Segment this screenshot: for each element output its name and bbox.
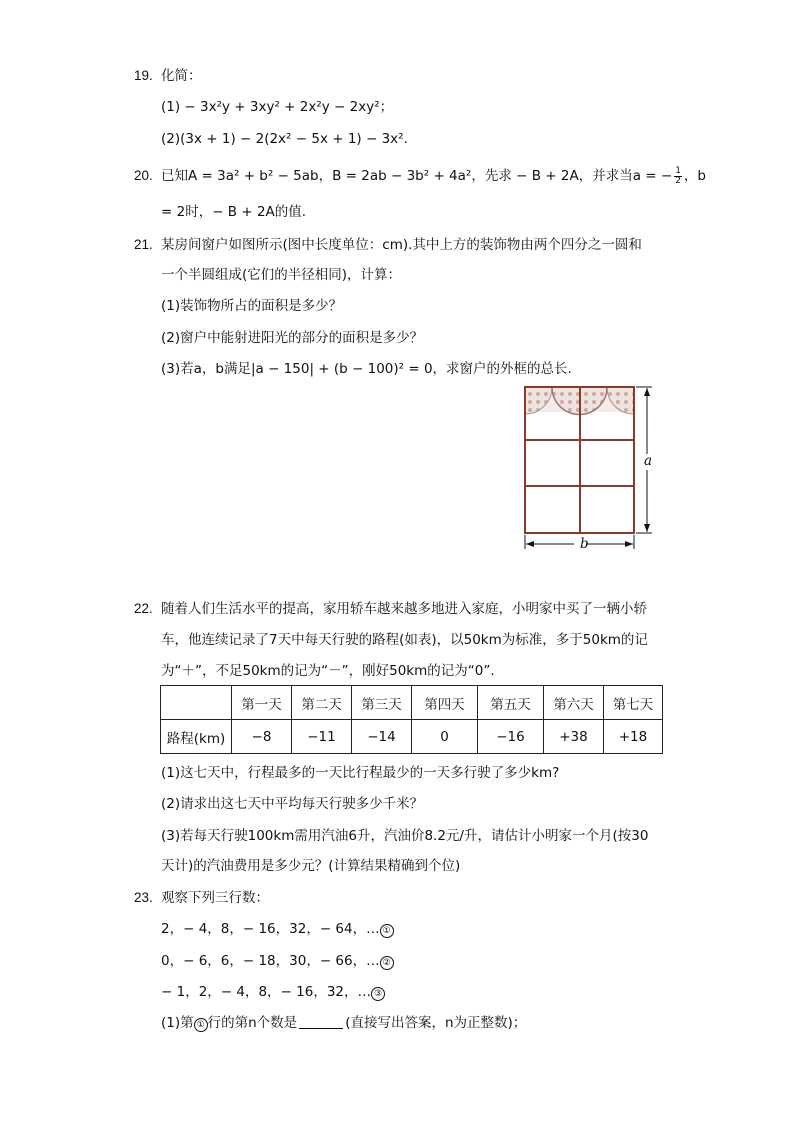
- q19-part2: (2)(3x + 1) − 2(2x² − 5x + 1) − 3x².: [161, 131, 408, 147]
- table-header-row: [161, 686, 663, 720]
- q23-row2-text: 0，− 6，6，− 18，30，− 66，…: [161, 953, 380, 969]
- q22-line2: 车，他连续记录了7天中每天行驶的路程(如表)，以50km为标准，多于50km的记: [161, 632, 648, 648]
- q21-part3: (3)若a，b满足|a − 150| + (b − 100)² = 0，求窗户的外框的总长.: [161, 361, 572, 377]
- table-header-cell: 第七天: [604, 686, 663, 720]
- q19-title: 化简：: [161, 68, 202, 84]
- q21-part2: (2)窗户中能射进阳光的部分的面积是多少？: [161, 330, 424, 346]
- q23-part1: [161, 1013, 526, 1033]
- table-cell: −14: [352, 720, 412, 754]
- q20-line1-text: 已知A = 3a² + b² − 5ab，B = 2ab − 3b² + 4a²，先求 − B + 2A，并求当a = −: [161, 168, 673, 184]
- table-cell: −8: [232, 720, 292, 754]
- q20-frac-num: 1: [675, 165, 681, 176]
- q22-line3: 为“＋”，不足50km的记为“－”，刚好50km的记为“0”.: [161, 663, 495, 679]
- table-header-cell: 第一天: [232, 686, 292, 720]
- table-header-cell: 第五天: [478, 686, 544, 720]
- q21-line1: 某房间窗户如图所示(图中长度单位：cm).其中上方的装饰物由两个四分之一圆和: [161, 237, 642, 253]
- q21-line2: 一个半圆组成(它们的半径相同)，计算：: [161, 267, 402, 283]
- q21-number: 21.: [134, 237, 153, 252]
- q22-part1: (1)这七天中，行程最多的一天比行程最少的一天多行驶了多少km?: [161, 765, 560, 781]
- table-row-label: 路程(km): [161, 720, 232, 754]
- q19-number: 19.: [134, 68, 153, 83]
- q22-part2: (2)请求出这七天中平均每天行驶多少千米？: [161, 796, 424, 812]
- mileage-table: [160, 685, 663, 754]
- q23-row1-mark: ①: [380, 924, 394, 938]
- q23-row2: [161, 951, 394, 971]
- window-label-a: a: [644, 453, 653, 469]
- table-header-cell: 第二天: [292, 686, 352, 720]
- q23-row3: [161, 982, 385, 1002]
- table-header-cell: [161, 686, 232, 720]
- table-cell: +18: [604, 720, 663, 754]
- q22-part3-line2: 天计)的汽油费用是多少元？(计算结果精确到个位): [161, 858, 461, 874]
- q23-part1-mark: ①: [194, 1018, 208, 1032]
- table-header-cell: 第三天: [352, 686, 412, 720]
- q19-part1: (1) − 3x²y + 3xy² + 2x²y − 2xy²；: [161, 99, 394, 115]
- q20-line1-tail: ，b: [683, 168, 706, 184]
- q22-line1: 随着人们生活水平的提高，家用轿车越来越多地进入家庭，小明家中买了一辆小轿: [161, 601, 647, 617]
- table-header-cell: 第六天: [544, 686, 604, 720]
- q20-line1: [161, 166, 706, 186]
- q20-number: 20.: [134, 168, 153, 183]
- q22-number: 22.: [134, 601, 153, 616]
- q23-part1-mid: 行的第n个数是: [207, 1015, 298, 1031]
- table-cell: +38: [544, 720, 604, 754]
- window-label-b: b: [580, 536, 589, 552]
- q23-number: 23.: [134, 890, 153, 905]
- q23-part1-post: (直接写出答案，n为正整数)；: [345, 1015, 527, 1031]
- q23-row3-mark: ③: [371, 987, 385, 1001]
- q20-frac-den: 2: [675, 175, 681, 186]
- q23-row3-text: − 1，2，− 4，8，− 16，32，…: [161, 984, 372, 1000]
- table-cell: 0: [412, 720, 478, 754]
- q22-part3-line1: (3)若每天行驶100km需用汽油6升，汽油价8.2元/升，请估计小明家一个月(按30: [161, 828, 649, 844]
- table-cell: −16: [478, 720, 544, 754]
- q23-row2-mark: ②: [380, 956, 394, 970]
- q21-part1: (1)装饰物所占的面积是多少？: [161, 298, 343, 314]
- table-cell: −11: [292, 720, 352, 754]
- q23-part1-pre: (1)第: [161, 1015, 194, 1031]
- q23-row1: [161, 919, 394, 939]
- answer-blank[interactable]: [299, 1014, 343, 1029]
- q20-fraction: [674, 167, 682, 186]
- q23-row1-text: 2，− 4，8，− 16，32，− 64，…: [161, 921, 380, 937]
- table-row: [161, 720, 663, 754]
- q20-line2: = 2时，− B + 2A的值.: [161, 204, 307, 220]
- table-header-cell: 第四天: [412, 686, 478, 720]
- q23-title: 观察下列三行数：: [161, 890, 269, 906]
